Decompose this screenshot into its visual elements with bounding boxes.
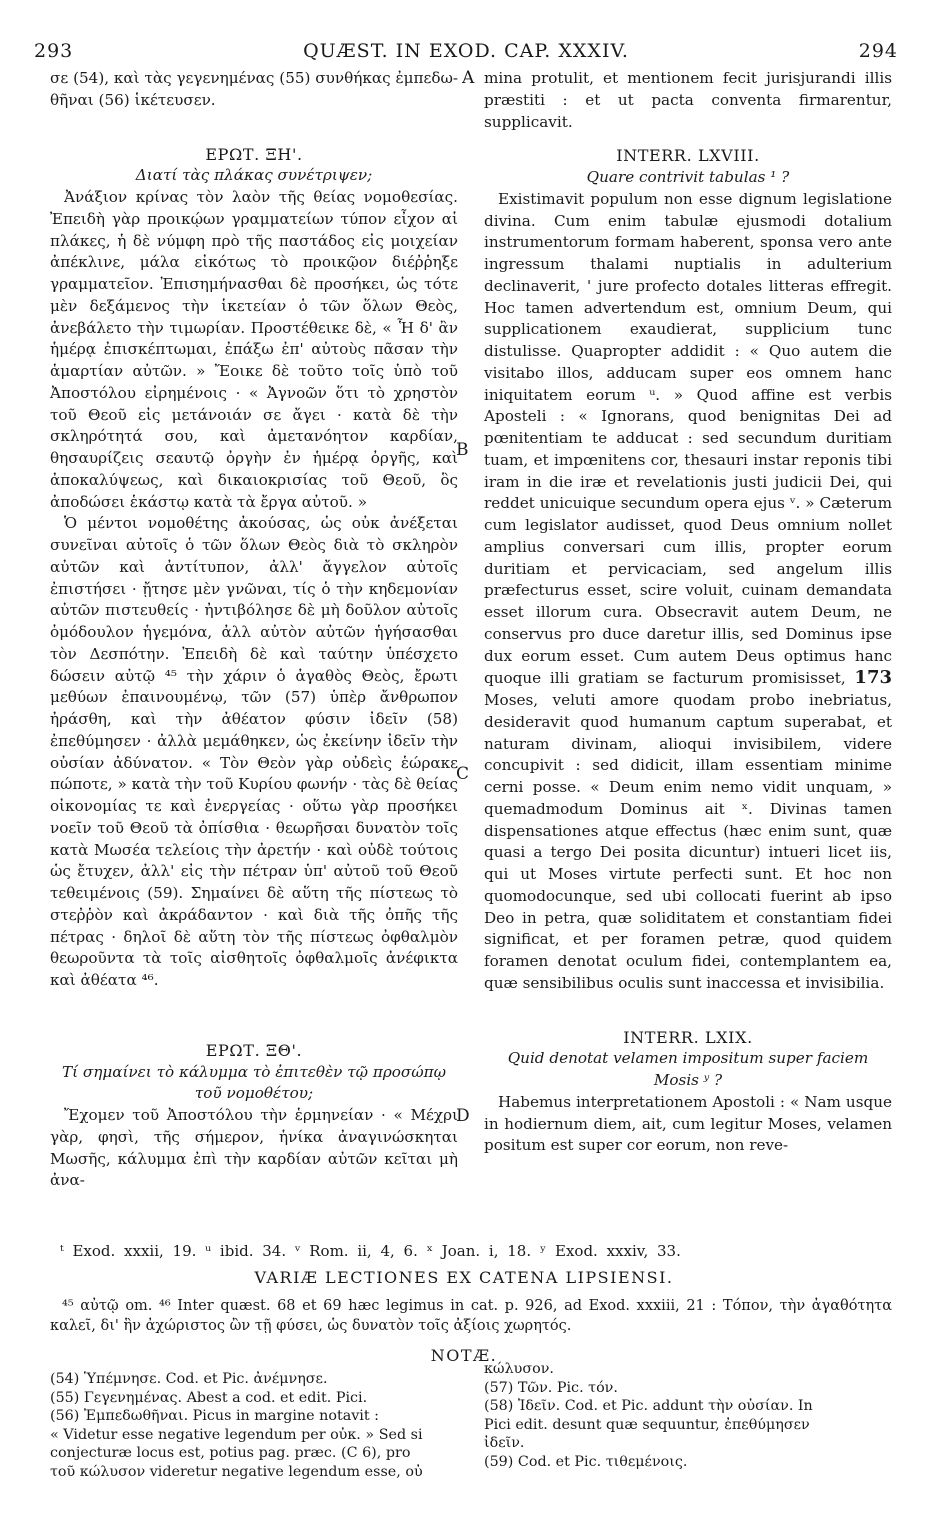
page-number-right: 294 — [858, 40, 898, 62]
note-line: Pici edit. desunt quæ sequuntur, ἐπεθύμησεν — [484, 1416, 810, 1433]
latin-question-2: Quid denotat velamen impositum super faciem Mosis ʸ ? — [507, 1049, 869, 1089]
note-line: κώλυσον. — [484, 1361, 554, 1377]
footnote-references: ᵗ Exod. xxxii, 19. ᵘ ibid. 34. ᵛ Rom. ii, 4, 6. ˣ Joan. i, 18. ʸ Exod. xxxiv, 33. — [60, 1242, 681, 1260]
latin-body-cont: Moses, veluti amore quodam probo inebriatus, desideravit quod humanum captum superabat, et naturam divinam, alioqui invisibilem, videre concupivit : sed didicit, illam essentiam minime cerni posse. « Deum enim nemo vidit unquam, » quemadmodum Dominus ait ˣ. Divinas tamen dispensationes atque effectus (hæc enim sunt, quæ quasi a tergo Dei posita dicuntur) intueri licet iis, qui ut Moses virtute perfecti sunt. Et hoc non quomodocunque, sed ubi collocati fuerint ab ipso Deo in petra, quæ soliditatem et constantiam fidei significat, et per foramen petræ, quod quidem foramen denotat oculum fidei, contemplantem ea, quæ sensibilibus oculis sunt inaccessa et invisibilia. — [484, 691, 892, 992]
greek-paragraph-2: Ὁ μέντοι νομοθέτης ἀκούσας, ὡς οὐκ ἀνέξεται συνεῖναι αὐτοῖς ὁ τῶν ὅλων Θεὸς διὰ τὸ σκληρὸν αὐτῶν καὶ ἀντίτυπον, ἀλλ' ἄγγελον αὐτοῖς ἐπιστήσει · ᾔτησε μὲν γνῶναι, τίς ὁ τὴν κηδεμονίαν αὐτῶν πιστευθείς · ἠντιβόλησε δὲ μὴ δοῦλον αὐτοῖς ὁμόδουλον ἡγεμόνα, ἀλλ αὐτὸν αὐτῶν ἡγήσασθαι τὸν Δεσπότην. Ἐπειδὴ δὲ καὶ ταύτην ὑπέσχετο δώσειν αὐτῷ ⁴⁵ τὴν χάριν ὁ ἀγαθὸς Θεὸς, ἔρωτι μεθύων ἐπαινουμένῳ, τῶν (57) ὑπὲρ ἄνθρωπον ἠράσθη, καὶ τὴν ἀθέατον φύσιν ἰδεῖν (58) ἐπεθύμησεν · ἀλλὰ μεμάθηκεν, ὡς ἐκείνην ἰδεῖν τὴν οὐσίαν ἀδύνατον. « Τὸν Θεὸν γὰρ οὐδεὶς ἑώρακε πώποτε, » κατὰ τὴν τοῦ Κυρίου φωνήν · τὰς δὲ θείας οἰκονομίας τε καὶ ἐνεργείας · οὕτω γὰρ προσήκει νοεῖν τοῦ Θεοῦ τὰ ὀπίσθια · θεωρῆσαι δυνατὸν τοῖς κατὰ Μωσέα τελείοις τὴν ἀρετήν · καὶ οὐδὲ τούτοις ὡς ἔτυχεν, ἀλλ' εἰς τὴν πέτραν ὑπ' αὐτοῦ τοῦ Θεοῦ τεθειμένοις (59). Σημαίνει δὲ αὕτη τῆς πίστεως τὸ στεῤῥὸν καὶ ἀκράδαντον · καὶ διὰ τῆς ὀπῆς τῆς πέτρας · δηλοῖ δὲ αὕτη τὸν τῆς πίστεως ὀφθαλμὸν θεωροῦντα τὰ τοῖς αἰσθητοῖς ὀφθαλμοῖς ἀνέφικτα καὶ ἀθέατα ⁴⁶. — [50, 514, 458, 989]
column-number: 173 — [854, 667, 892, 689]
greek-paragraph-3: Ἔχομεν τοῦ Ἀποστόλου τὴν ἑρμηνείαν · « Μέχρι γὰρ, φησὶ, τῆς σήμερον, ἡνίκα ἀναγινώσκηται Μωσῆς, κάλυμμα ἐπὶ τὴν καρδίαν αὐτῶν κεῖται μὴ ἀνα- — [50, 1106, 458, 1190]
latin-column — [484, 68, 892, 1157]
latin-chapter-heading-2: INTERR. LXIX. — [623, 1027, 753, 1047]
note-line: (59) Cod. et Pic. τιθεμένοις. — [484, 1453, 688, 1470]
variae-text: ⁴⁵ αὐτῷ om. ⁴⁶ Inter quæst. 68 et 69 hæc legimus in cat. p. 926, ad Exod. xxxiii, 21 : Τόπον, τὴν ἀγαθότητα καλεῖ, δι' ἣν ἀχώριστος ὢν τῇ φύσει, ὡς δυνατὸν τοῖς ἀξίοις χωρητός. — [50, 1298, 892, 1334]
latin-question: Quare contrivit tabulas ¹ ? — [586, 168, 790, 186]
greek-column — [50, 68, 458, 1192]
latin-chapter-heading: INTERR. LXVIII. — [616, 146, 760, 166]
variae-heading: VARIÆ LECTIONES EX CATENA LIPSIENSI. — [254, 1268, 674, 1287]
note-line: (57) Τῶν. Pic. τόν. — [484, 1379, 618, 1396]
note-line: (55) Γεγενημένας. Abest a cod. et edit. Pici. — [50, 1389, 368, 1406]
running-head — [34, 40, 898, 66]
margin-letter-d: D — [456, 1106, 470, 1126]
greek-intro: σε (54), καὶ τὰς γεγενημένας (55) συνθήκας ἐμπεδω-θῆναι (56) ἱκέτευσεν. — [50, 69, 458, 109]
margin-letter-c: C — [456, 764, 470, 784]
note-line: ἰδεῖν. — [484, 1435, 525, 1451]
page-number-left: 293 — [34, 40, 74, 62]
latin-intro: mina protulit, et mentionem fecit jurisjurandi illis præstiti : et ut pacta conventa firmarentur, supplicavit. — [484, 69, 892, 131]
greek-chapter-heading: ΕΡΩΤ. ΞΗ'. — [205, 144, 303, 164]
greek-chapter-heading-2: ΕΡΩΤ. ΞΘ'. — [205, 1040, 303, 1060]
latin-paragraph-1 — [484, 189, 892, 995]
greek-paragraph-1: Ἀνάξιον κρίνας τὸν λαὸν τῆς θείας νομοθεσίας. Ἐπειδὴ γὰρ προικῴων γραμματείων τύπον εἶχον αἱ πλάκες, ἡ δὲ νύμφη πρὸ τῆς παστάδος εἰς μοιχείαν ἀπέκλινε, μάλα εἰκότως τὸ προικῷον διέῤῥηξε γραμματεῖον. Ἐπισημήνασθαι δὲ προσήκει, ὡς τότε μὲν δεξάμενος τὴν ἱκετείαν ὁ τῶν ὅλων Θεὸς, ἀνεβάλετο τὴν τιμωρίαν. Προστέθεικε δὲ, « Ἧ δ' ἂν ἡμέρᾳ ἐπισκέπτωμαι, ἐπάξω ἐπ' αὐτοὺς πᾶσαν τὴν ἁμαρτίαν αὐτῶν. » Ἔοικε δὲ τοῦτο τοῖς ὑπὸ τοῦ Ἀποστόλου εἰρημένοις · « Ἀγνοῶν ὅτι τὸ χρηστὸν τοῦ Θεοῦ εἰς μετάνοιάν σε ἄγει · κατὰ δὲ τὴν σκληρότητά σου, καὶ ἀμετανόητον καρδίαν, θησαυρίζεις σεαυτῷ ὀργὴν ἐν ἡμέρᾳ ὀργῆς, καὶ ἀποκαλύψεως, καὶ δικαιοκρισίας τοῦ Θεοῦ, ὃς ἀποδώσει ἑκάστῳ κατὰ τὰ ἔργα αὐτοῦ. » — [50, 188, 458, 511]
note-line: (58) Ἰδεῖν. Cod. et Pic. addunt τὴν οὐσίαν. In — [484, 1398, 813, 1414]
margin-letter-b: B — [456, 440, 469, 460]
note-line: τοῦ κώλυσον videretur negative legendum esse, οὐ — [50, 1463, 423, 1480]
greek-question-2: Τί σημαίνει τὸ κάλυμμα τὸ ἐπιτεθὲν τῷ προσώπῳ τοῦ νομοθέτου; — [61, 1062, 447, 1103]
note-line: « Videtur esse negative legendum per οὐκ. » Sed si — [50, 1426, 423, 1443]
notes-left-column — [50, 1370, 460, 1481]
notes-right-column — [484, 1360, 894, 1471]
running-title: QUÆST. IN EXOD. CAP. XXXIV. — [303, 40, 629, 62]
note-line: (54) Ὑπέμνησε. Cod. et Pic. ἀνέμνησε. — [50, 1371, 328, 1387]
note-line: conjecturæ locus est, potius pag. præc. (C 6), pro — [50, 1445, 411, 1461]
note-line: (56) Ἐμπεδωθῆναι. Picus in margine notavit : — [50, 1408, 379, 1424]
margin-letter-a: A — [462, 68, 475, 88]
notae-heading: NOTÆ. — [430, 1346, 498, 1365]
latin-paragraph-3: Habemus interpretationem Apostoli : « Nam usque in hodiernum diem, ait, cum legitur Moses, velamen positum est super cor eorum, non reve- — [484, 1092, 892, 1155]
latin-body: Existimavit populum non esse dignum legislatione divina. Cum enim tabulæ ejusmodi dotalium instrumentorum formam haberent, sponsa vero ante ingressum thalami nuptialis in adulterium declinaverit, ' jure profecto dotales litteras effregit. Hoc tamen advertendum est, omnium Deum, qui supplicationem exaudierat, supplicium tunc distulisse. Quapropter addidit : « Quo autem die visitabo illos, adducam super eos omnem hanc iniquitatem eorum ᵘ. » Quod affine est verbis Aposteli : « Ignorans, quod benignitas Dei ad pœnitentiam te adducat : sed secundum duritiam tuam, et impœnitens cor, thesauri instar reponis tibi iram in die iræ et revelationis justi judicii Dei, qui reddet unicuique secundum opera ejus ᵛ. » Cæterum cum legislator audisset, quod Deus omnium nollet amplius conversari cum illis, propter eorum duritiam et pervicaciam, sed angelum illis præfecturus esset, scire voluit, cuinam demandata esset illorum cura. Obsecravit autem Deum, ne conservus pro duce daretur illis, sed Dominus ipse dux eorum esset. Cum autem Deus optimus hanc quoque illi gratiam se facturum promisisset, — [484, 189, 892, 688]
greek-question: Διατί τὰς πλάκας συνέτριψεν; — [135, 166, 373, 185]
